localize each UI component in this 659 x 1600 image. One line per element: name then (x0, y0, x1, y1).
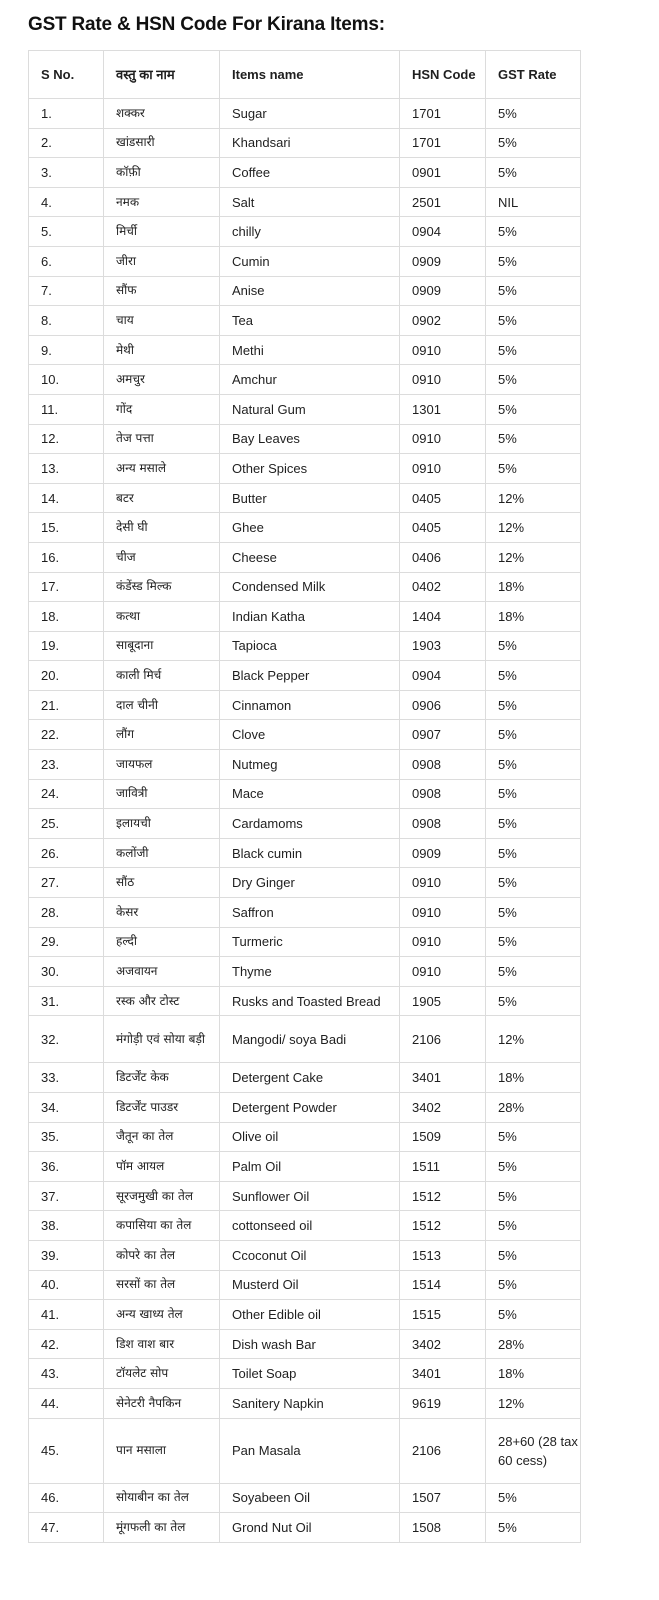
cell-gst-rate: 5% (486, 1483, 581, 1513)
table-row (29, 1329, 581, 1359)
cell-items-name: Olive oil (220, 1122, 400, 1152)
cell-item-name-hindi: सरसों का तेल (104, 1270, 220, 1300)
table-row (29, 1270, 581, 1300)
cell-items-name: Musterd Oil (220, 1270, 400, 1300)
table-header-row (29, 51, 581, 99)
cell-s-no: 46. (29, 1483, 104, 1513)
table-row (29, 1181, 581, 1211)
cell-item-name-hindi: कोपरे का तेल (104, 1240, 220, 1270)
table-row (29, 1093, 581, 1123)
cell-s-no: 2. (29, 128, 104, 158)
cell-hsn-code: 0908 (400, 809, 486, 839)
cell-item-name-hindi: कॉफ़ी (104, 158, 220, 188)
table-row (29, 306, 581, 336)
cell-item-name-hindi: डिटर्जेंट केक (104, 1063, 220, 1093)
cell-items-name: Bay Leaves (220, 424, 400, 454)
cell-gst-rate: NIL (486, 187, 581, 217)
table-row (29, 335, 581, 365)
cell-item-name-hindi: नमक (104, 187, 220, 217)
cell-gst-rate: 5% (486, 1270, 581, 1300)
cell-s-no: 34. (29, 1093, 104, 1123)
cell-s-no: 4. (29, 187, 104, 217)
table-row (29, 1388, 581, 1418)
cell-hsn-code: 0910 (400, 898, 486, 928)
cell-s-no: 6. (29, 246, 104, 276)
table-row (29, 631, 581, 661)
cell-hsn-code: 1512 (400, 1181, 486, 1211)
cell-s-no: 29. (29, 927, 104, 957)
cell-hsn-code: 0910 (400, 335, 486, 365)
table-row (29, 187, 581, 217)
table-row (29, 661, 581, 691)
table-row (29, 424, 581, 454)
cell-items-name: Amchur (220, 365, 400, 395)
cell-gst-rate: 5% (486, 809, 581, 839)
cell-hsn-code: 0904 (400, 661, 486, 691)
cell-item-name-hindi: काली मिर्च (104, 661, 220, 691)
cell-s-no: 10. (29, 365, 104, 395)
cell-items-name: Toilet Soap (220, 1359, 400, 1389)
cell-item-name-hindi: गोंद (104, 394, 220, 424)
cell-item-name-hindi: हल्दी (104, 927, 220, 957)
cell-item-name-hindi: लौंग (104, 720, 220, 750)
cell-items-name: Other Spices (220, 454, 400, 484)
cell-s-no: 8. (29, 306, 104, 336)
cell-item-name-hindi: डिटर्जेंट पाउडर (104, 1093, 220, 1123)
cell-gst-rate: 5% (486, 927, 581, 957)
cell-gst-rate: 5% (486, 158, 581, 188)
cell-items-name: cottonseed oil (220, 1211, 400, 1241)
cell-gst-rate: 5% (486, 750, 581, 780)
table-row (29, 602, 581, 632)
cell-item-name-hindi: कत्था (104, 602, 220, 632)
cell-gst-rate: 5% (486, 720, 581, 750)
cell-items-name: Natural Gum (220, 394, 400, 424)
cell-item-name-hindi: सूरजमुखी का तेल (104, 1181, 220, 1211)
cell-hsn-code: 3401 (400, 1063, 486, 1093)
cell-s-no: 18. (29, 602, 104, 632)
header-items-name: Items name (220, 51, 400, 99)
table-row (29, 542, 581, 572)
cell-s-no: 36. (29, 1152, 104, 1182)
cell-gst-rate: 5% (486, 838, 581, 868)
cell-item-name-hindi: मेथी (104, 335, 220, 365)
cell-items-name: Ghee (220, 513, 400, 543)
cell-item-name-hindi: जीरा (104, 246, 220, 276)
table-row (29, 158, 581, 188)
cell-item-name-hindi: खांडसारी (104, 128, 220, 158)
cell-hsn-code: 0901 (400, 158, 486, 188)
table-row (29, 365, 581, 395)
cell-item-name-hindi: रस्क और टोस्ट (104, 986, 220, 1016)
cell-s-no: 35. (29, 1122, 104, 1152)
table-row (29, 246, 581, 276)
cell-items-name: Other Edible oil (220, 1300, 400, 1330)
cell-gst-rate: 5% (486, 217, 581, 247)
cell-items-name: Cinnamon (220, 690, 400, 720)
cell-s-no: 27. (29, 868, 104, 898)
cell-hsn-code: 2501 (400, 187, 486, 217)
cell-item-name-hindi: पॉम आयल (104, 1152, 220, 1182)
cell-gst-rate: 12% (486, 1016, 581, 1063)
cell-gst-rate: 28% (486, 1093, 581, 1123)
cell-hsn-code: 1509 (400, 1122, 486, 1152)
cell-gst-rate: 5% (486, 128, 581, 158)
cell-item-name-hindi: इलायची (104, 809, 220, 839)
table-row (29, 99, 581, 129)
header-s-no: S No. (29, 51, 104, 99)
cell-hsn-code: 0908 (400, 750, 486, 780)
cell-items-name: Salt (220, 187, 400, 217)
cell-gst-rate: 5% (486, 306, 581, 336)
cell-s-no: 31. (29, 986, 104, 1016)
cell-hsn-code: 0910 (400, 957, 486, 987)
cell-hsn-code: 0405 (400, 483, 486, 513)
cell-hsn-code: 1515 (400, 1300, 486, 1330)
cell-s-no: 17. (29, 572, 104, 602)
cell-s-no: 5. (29, 217, 104, 247)
cell-item-name-hindi: जैतून का तेल (104, 1122, 220, 1152)
cell-item-name-hindi: टॉयलेट सोप (104, 1359, 220, 1389)
table-row (29, 809, 581, 839)
cell-gst-rate: 28+60 (28 tax 60 cess) (486, 1418, 581, 1483)
cell-items-name: Cheese (220, 542, 400, 572)
cell-s-no: 42. (29, 1329, 104, 1359)
cell-s-no: 7. (29, 276, 104, 306)
cell-item-name-hindi: तेज पत्ता (104, 424, 220, 454)
cell-s-no: 44. (29, 1388, 104, 1418)
cell-hsn-code: 1301 (400, 394, 486, 424)
cell-hsn-code: 2106 (400, 1016, 486, 1063)
cell-items-name: chilly (220, 217, 400, 247)
cell-hsn-code: 1513 (400, 1240, 486, 1270)
cell-items-name: Palm Oil (220, 1152, 400, 1182)
cell-gst-rate: 5% (486, 1122, 581, 1152)
table-row (29, 868, 581, 898)
cell-hsn-code: 0909 (400, 838, 486, 868)
table-row (29, 898, 581, 928)
cell-gst-rate: 5% (486, 661, 581, 691)
cell-items-name: Grond Nut Oil (220, 1513, 400, 1543)
cell-s-no: 45. (29, 1418, 104, 1483)
cell-item-name-hindi: दाल चीनी (104, 690, 220, 720)
cell-hsn-code: 2106 (400, 1418, 486, 1483)
cell-gst-rate: 5% (486, 99, 581, 129)
cell-gst-rate: 5% (486, 394, 581, 424)
table-row (29, 572, 581, 602)
table-row (29, 217, 581, 247)
cell-items-name: Clove (220, 720, 400, 750)
cell-item-name-hindi: सेनेटरी नैपकिन (104, 1388, 220, 1418)
cell-hsn-code: 1701 (400, 128, 486, 158)
table-body (29, 99, 581, 1543)
cell-gst-rate: 12% (486, 513, 581, 543)
cell-hsn-code: 3402 (400, 1329, 486, 1359)
cell-item-name-hindi: कपासिया का तेल (104, 1211, 220, 1241)
cell-s-no: 16. (29, 542, 104, 572)
table-row (29, 1016, 581, 1063)
cell-item-name-hindi: अमचुर (104, 365, 220, 395)
cell-gst-rate: 12% (486, 483, 581, 513)
cell-item-name-hindi: जायफल (104, 750, 220, 780)
cell-items-name: Thyme (220, 957, 400, 987)
cell-item-name-hindi: अजवायन (104, 957, 220, 987)
cell-items-name: Ccoconut Oil (220, 1240, 400, 1270)
table-row (29, 276, 581, 306)
cell-items-name: Tapioca (220, 631, 400, 661)
cell-hsn-code: 1507 (400, 1483, 486, 1513)
cell-s-no: 9. (29, 335, 104, 365)
cell-s-no: 23. (29, 750, 104, 780)
cell-s-no: 22. (29, 720, 104, 750)
cell-gst-rate: 5% (486, 957, 581, 987)
cell-item-name-hindi: सोयाबीन का तेल (104, 1483, 220, 1513)
cell-s-no: 26. (29, 838, 104, 868)
cell-s-no: 30. (29, 957, 104, 987)
table-row (29, 779, 581, 809)
cell-gst-rate: 5% (486, 690, 581, 720)
cell-item-name-hindi: शक्कर (104, 99, 220, 129)
cell-hsn-code: 1508 (400, 1513, 486, 1543)
cell-item-name-hindi: कंडेंस्ड मिल्क (104, 572, 220, 602)
cell-s-no: 12. (29, 424, 104, 454)
cell-gst-rate: 18% (486, 572, 581, 602)
cell-hsn-code: 0910 (400, 927, 486, 957)
cell-gst-rate: 18% (486, 1359, 581, 1389)
table-row (29, 1513, 581, 1543)
table-row (29, 394, 581, 424)
cell-gst-rate: 5% (486, 868, 581, 898)
cell-s-no: 1. (29, 99, 104, 129)
cell-items-name: Mace (220, 779, 400, 809)
cell-item-name-hindi: सौंफ (104, 276, 220, 306)
cell-items-name: Tea (220, 306, 400, 336)
cell-items-name: Condensed Milk (220, 572, 400, 602)
cell-s-no: 21. (29, 690, 104, 720)
cell-item-name-hindi: मिर्ची (104, 217, 220, 247)
cell-items-name: Cumin (220, 246, 400, 276)
cell-gst-rate: 5% (486, 1152, 581, 1182)
cell-gst-rate: 5% (486, 335, 581, 365)
cell-s-no: 40. (29, 1270, 104, 1300)
table-row (29, 1483, 581, 1513)
cell-gst-rate: 5% (486, 986, 581, 1016)
table-row (29, 1122, 581, 1152)
cell-items-name: Sanitery Napkin (220, 1388, 400, 1418)
table-row (29, 690, 581, 720)
cell-hsn-code: 0405 (400, 513, 486, 543)
cell-gst-rate: 5% (486, 779, 581, 809)
table-row (29, 1240, 581, 1270)
cell-items-name: Sugar (220, 99, 400, 129)
cell-gst-rate: 5% (486, 424, 581, 454)
cell-s-no: 37. (29, 1181, 104, 1211)
cell-items-name: Black cumin (220, 838, 400, 868)
cell-item-name-hindi: अन्य मसाले (104, 454, 220, 484)
cell-items-name: Methi (220, 335, 400, 365)
cell-s-no: 33. (29, 1063, 104, 1093)
table-row (29, 128, 581, 158)
cell-hsn-code: 0910 (400, 365, 486, 395)
cell-item-name-hindi: अन्य खाध्य तेल (104, 1300, 220, 1330)
cell-gst-rate: 18% (486, 602, 581, 632)
cell-hsn-code: 0909 (400, 246, 486, 276)
cell-hsn-code: 1514 (400, 1270, 486, 1300)
cell-items-name: Turmeric (220, 927, 400, 957)
cell-items-name: Black Pepper (220, 661, 400, 691)
table-row (29, 1418, 581, 1483)
cell-hsn-code: 1511 (400, 1152, 486, 1182)
table-row (29, 1300, 581, 1330)
cell-s-no: 15. (29, 513, 104, 543)
cell-items-name: Coffee (220, 158, 400, 188)
cell-items-name: Pan Masala (220, 1418, 400, 1483)
cell-gst-rate: 5% (486, 631, 581, 661)
cell-gst-rate: 18% (486, 1063, 581, 1093)
cell-s-no: 14. (29, 483, 104, 513)
cell-items-name: Mangodi/ soya Badi (220, 1016, 400, 1063)
cell-item-name-hindi: पान मसाला (104, 1418, 220, 1483)
cell-items-name: Butter (220, 483, 400, 513)
table-row (29, 720, 581, 750)
cell-gst-rate: 12% (486, 1388, 581, 1418)
cell-item-name-hindi: बटर (104, 483, 220, 513)
cell-hsn-code: 0902 (400, 306, 486, 336)
cell-s-no: 3. (29, 158, 104, 188)
cell-item-name-hindi: देसी घी (104, 513, 220, 543)
cell-items-name: Anise (220, 276, 400, 306)
cell-s-no: 32. (29, 1016, 104, 1063)
cell-item-name-hindi: जावित्री (104, 779, 220, 809)
cell-hsn-code: 0910 (400, 424, 486, 454)
table-row (29, 1359, 581, 1389)
table-row (29, 513, 581, 543)
table-row (29, 1152, 581, 1182)
cell-item-name-hindi: मूंगफली का तेल (104, 1513, 220, 1543)
cell-hsn-code: 3402 (400, 1093, 486, 1123)
table-row (29, 1063, 581, 1093)
cell-s-no: 11. (29, 394, 104, 424)
cell-gst-rate: 5% (486, 365, 581, 395)
cell-items-name: Soyabeen Oil (220, 1483, 400, 1513)
cell-gst-rate: 5% (486, 1181, 581, 1211)
cell-hsn-code: 1512 (400, 1211, 486, 1241)
cell-gst-rate: 5% (486, 1240, 581, 1270)
cell-item-name-hindi: चीज (104, 542, 220, 572)
cell-items-name: Dish wash Bar (220, 1329, 400, 1359)
table-row (29, 957, 581, 987)
cell-s-no: 20. (29, 661, 104, 691)
cell-item-name-hindi: चाय (104, 306, 220, 336)
table-row (29, 750, 581, 780)
cell-hsn-code: 0907 (400, 720, 486, 750)
cell-hsn-code: 9619 (400, 1388, 486, 1418)
cell-gst-rate: 5% (486, 1300, 581, 1330)
cell-hsn-code: 3401 (400, 1359, 486, 1389)
cell-s-no: 39. (29, 1240, 104, 1270)
cell-gst-rate: 5% (486, 246, 581, 276)
cell-hsn-code: 0406 (400, 542, 486, 572)
cell-hsn-code: 0910 (400, 868, 486, 898)
cell-item-name-hindi: मंगोड़ी एवं सोया बड़ी (104, 1016, 220, 1063)
header-item-name-hindi: वस्तु का नाम (104, 51, 220, 99)
cell-s-no: 24. (29, 779, 104, 809)
cell-items-name: Indian Katha (220, 602, 400, 632)
cell-s-no: 43. (29, 1359, 104, 1389)
cell-hsn-code: 0402 (400, 572, 486, 602)
cell-gst-rate: 5% (486, 1211, 581, 1241)
table-row (29, 483, 581, 513)
cell-hsn-code: 0906 (400, 690, 486, 720)
cell-hsn-code: 1905 (400, 986, 486, 1016)
cell-hsn-code: 1404 (400, 602, 486, 632)
header-gst-rate: GST Rate (486, 51, 581, 99)
cell-hsn-code: 0908 (400, 779, 486, 809)
cell-item-name-hindi: साबूदाना (104, 631, 220, 661)
cell-gst-rate: 28% (486, 1329, 581, 1359)
cell-s-no: 47. (29, 1513, 104, 1543)
cell-hsn-code: 0910 (400, 454, 486, 484)
cell-gst-rate: 5% (486, 276, 581, 306)
cell-item-name-hindi: केसर (104, 898, 220, 928)
cell-items-name: Saffron (220, 898, 400, 928)
table-row (29, 838, 581, 868)
cell-hsn-code: 1701 (400, 99, 486, 129)
cell-items-name: Rusks and Toasted Bread (220, 986, 400, 1016)
cell-item-name-hindi: डिश वाश बार (104, 1329, 220, 1359)
cell-hsn-code: 0909 (400, 276, 486, 306)
cell-items-name: Cardamoms (220, 809, 400, 839)
cell-s-no: 38. (29, 1211, 104, 1241)
cell-s-no: 25. (29, 809, 104, 839)
cell-gst-rate: 12% (486, 542, 581, 572)
cell-hsn-code: 0904 (400, 217, 486, 247)
cell-items-name: Nutmeg (220, 750, 400, 780)
cell-hsn-code: 1903 (400, 631, 486, 661)
cell-item-name-hindi: कलोंजी (104, 838, 220, 868)
cell-items-name: Detergent Cake (220, 1063, 400, 1093)
cell-items-name: Khandsari (220, 128, 400, 158)
page-title: GST Rate & HSN Code For Kirana Items: (28, 14, 385, 35)
cell-s-no: 28. (29, 898, 104, 928)
table-row (29, 1211, 581, 1241)
table-row (29, 986, 581, 1016)
cell-items-name: Detergent Powder (220, 1093, 400, 1123)
gst-hsn-table (28, 50, 581, 1543)
cell-item-name-hindi: सौंठ (104, 868, 220, 898)
table-row (29, 927, 581, 957)
cell-items-name: Dry Ginger (220, 868, 400, 898)
cell-gst-rate: 5% (486, 898, 581, 928)
cell-gst-rate: 5% (486, 1513, 581, 1543)
cell-s-no: 13. (29, 454, 104, 484)
cell-items-name: Sunflower Oil (220, 1181, 400, 1211)
cell-s-no: 19. (29, 631, 104, 661)
header-hsn-code: HSN Code (400, 51, 486, 99)
cell-s-no: 41. (29, 1300, 104, 1330)
table-row (29, 454, 581, 484)
cell-gst-rate: 5% (486, 454, 581, 484)
